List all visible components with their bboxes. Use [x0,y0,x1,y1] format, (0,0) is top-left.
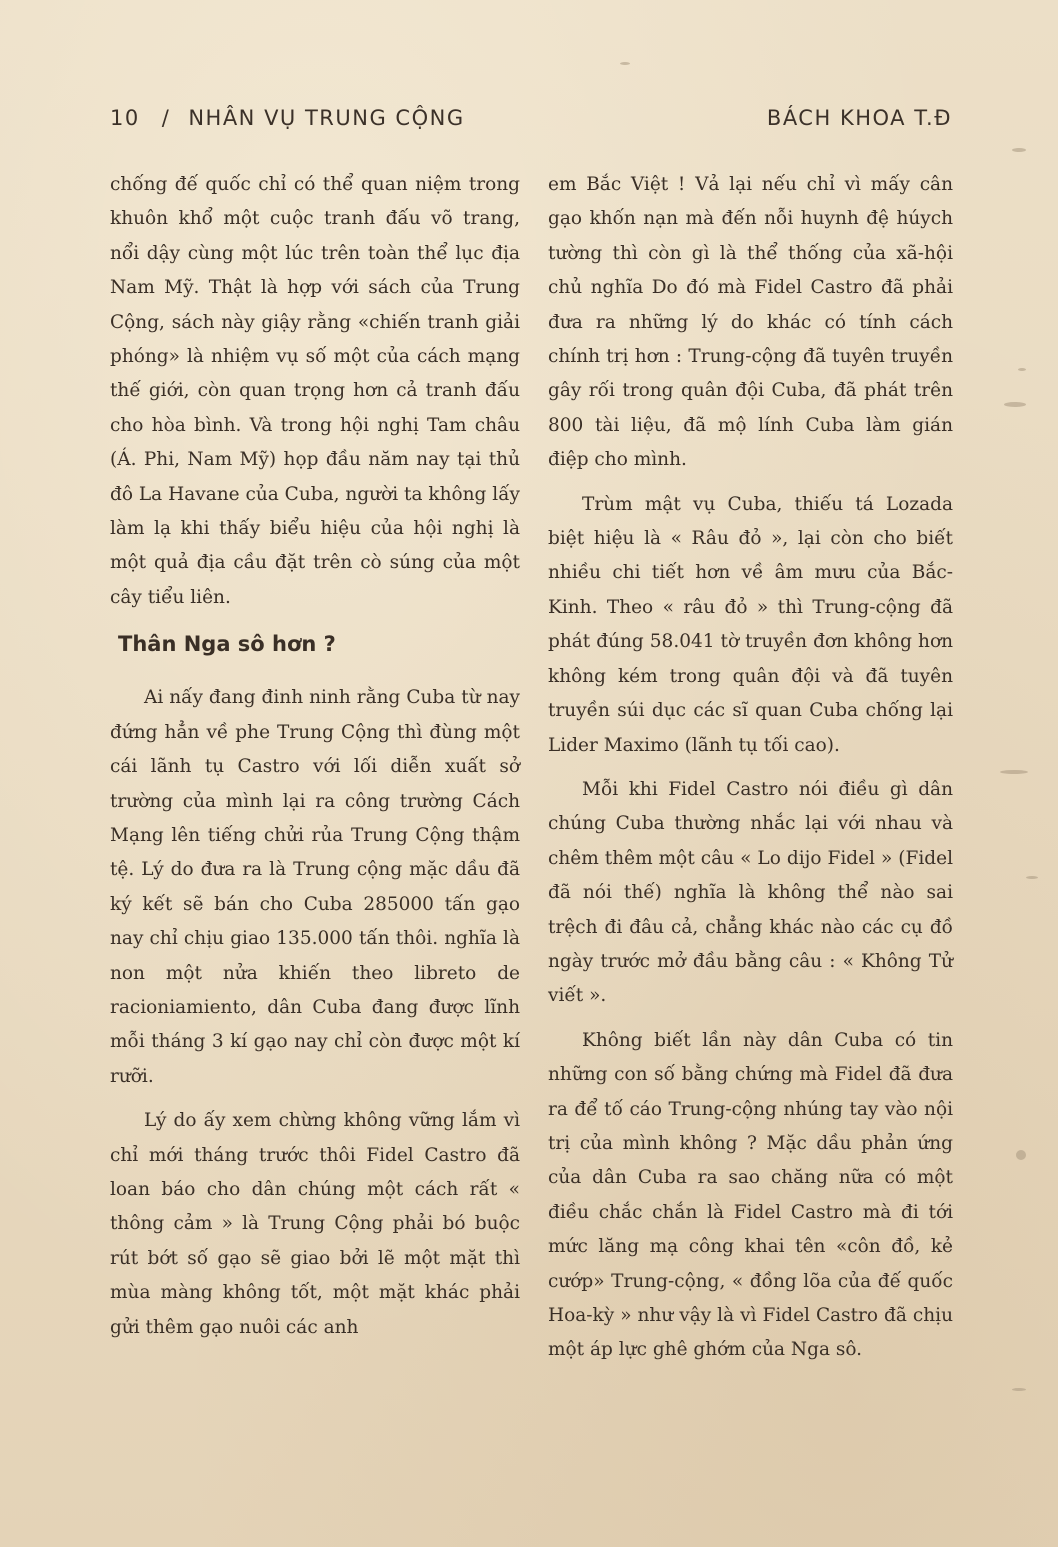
left-column [110,168,520,1355]
paper-speck [1000,770,1028,774]
series-title: NHÂN VỤ TRUNG CỘNG [188,106,465,130]
right-column [548,168,953,1378]
paper-speck [1004,402,1026,407]
header-separator: / [161,106,171,130]
magazine-name: BÁCH KHOA T.Đ [766,106,952,130]
header-left [110,106,465,130]
paper-speck [1018,368,1026,371]
right-paragraph-3: Mỗi khi Fidel Castro nói điều gì dân chúng Cuba thường nhắc lại với nhau và chêm thêm một câu « Lo dijo Fidel » (Fidel đã nói thế) nghĩa là không thể nào sai trệch đi đâu cả, chẳng khác nào các cụ đồ ngày trước mở đầu bằng câu : « Không Tử viết ». [548,778,953,1007]
left-paragraph-3: Lý do ấy xem chừng không vững lắm vì chỉ mới tháng trước thôi Fidel Castro đã loan báo cho dân chúng một cách rất « thông cảm » là Trung Cộng phải bó buộc rút bớt số gạo sẽ giao bởi lẽ một mặt thì mùa màng không tốt, một mặt khác phải gửi thêm gạo nuôi các anh [110,1110,520,1338]
left-paragraph-1: chống đế quốc chỉ có thể quan niệm trong khuôn khổ một cuộc tranh đấu võ trang, nổi dậy cùng một lúc trên toàn thể lục địa Nam Mỹ. Thật là hợp với sách của Trung Cộng, sách này giậy rằng «chiến tranh giải phóng» là nhiệm vụ số một của cách mạng thế giới, còn quan trọng hơn cả tranh đấu cho hòa bình. Và trong hội nghị Tam châu (Á. Phi, Nam Mỹ) họp đầu năm nay tại thủ đô La Havane của Cuba, người ta không lấy làm lạ khi thấy biểu hiệu của hội nghị là một quả địa cầu đặt trên cò súng của một cây tiểu liên. [110,174,520,608]
page-number: 10 [110,106,140,130]
section-heading: Thân Nga sô hơn ? [118,632,336,657]
paper-speck [1026,876,1038,879]
paper-speck [1016,1150,1026,1160]
right-paragraph-4: Không biết lần này dân Cuba có tin những con số bằng chứng mà Fidel đã đưa ra để tố cáo Trung-cộng nhúng tay vào nội trị của mình không ? Mặc dầu phản ứng của dân Cuba ra sao chăng nữa có một điều chắc chắn là Fidel Castro mà đi tới mức lăng mạ công khai tên «côn đồ, kẻ cướp» Trung-cộng, « đồng lõa của đế quốc Hoa-kỳ » như vậy là vì Fidel Castro đã chịu một áp lực ghê ghớm của Nga sô. [548,1029,953,1361]
left-paragraph-2: Ai nấy đang đinh ninh rằng Cuba từ nay đứng hẳn về phe Trung Cộng thì đùng một cái lãnh tụ Castro với lối diễn xuất sở trường của mình lại ra công trường Cách Mạng lên tiếng chửi rủa Trung Cộng thậm tệ. Lý do đưa ra là Trung cộng mặc dầu đã ký kết sẽ bán cho Cuba 285000 tấn gạo nay chỉ chịu giao 135.000 tấn thôi. nghĩa là non một nửa khiến theo libreto de racioniamiento, dân Cuba đang được lĩnh mỗi tháng 3 kí gạo nay chỉ còn được một kí rưỡi. [110,687,520,1087]
running-header [110,106,952,138]
right-paragraph-1: em Bắc Việt ! Vả lại nếu chỉ vì mấy cân gạo khốn nạn mà đến nỗi huynh đệ húych tường thì còn gì là thể thống của xã-hội chủ nghĩa Do đó mà Fidel Castro đã phải đưa ra những lý do khác có tính cách chính trị hơn : Trung-cộng đã tuyên truyền gây rối trong quân đội Cuba, đã phát trên 800 tài liệu, đã mộ lính Cuba làm gián điệp cho mình. [548,174,953,471]
paper-speck [1012,148,1026,152]
right-paragraph-2: Trùm mật vụ Cuba, thiếu tá Lozada biệt hiệu là « Râu đỏ », lại còn cho biết nhiều chi tiết hơn về âm mưu của Bắc-Kinh. Theo « râu đỏ » thì Trung-cộng đã phát đúng 58.041 tờ truyền đơn không hơn không kém trong quân đội và đã tuyên truyền súi dục các sĩ quan Cuba chống lại Lider Maximo (lãnh tụ tối cao). [548,493,953,756]
paper-speck [1012,1388,1026,1391]
paper-speck [620,62,630,65]
